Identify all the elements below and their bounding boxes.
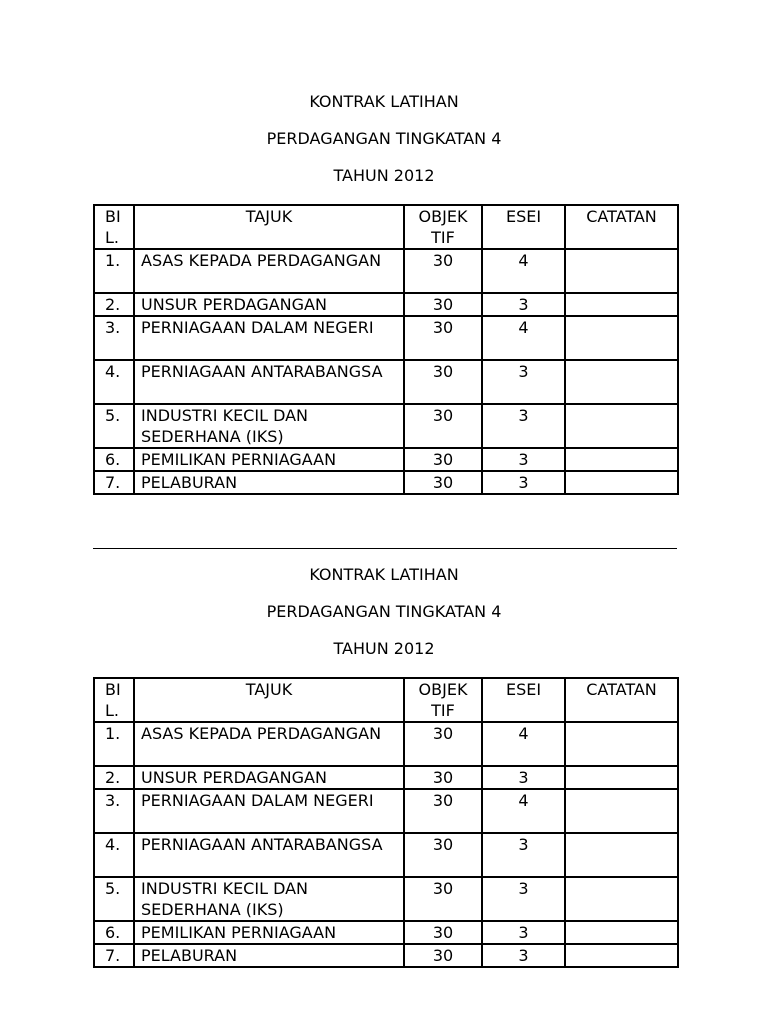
row-tajuk: PERNIAGAAN ANTARABANGSA (134, 360, 404, 404)
header-esei: ESEI (482, 678, 565, 722)
contract-form-1 (0, 91, 768, 492)
row-esei: 4 (482, 722, 565, 766)
row-bil: 5. (94, 404, 134, 448)
header-objektif: OBJEK TIF (404, 205, 482, 249)
table-row (94, 722, 678, 766)
table-row (94, 471, 678, 494)
row-objektif: 30 (404, 249, 482, 293)
row-esei: 3 (482, 471, 565, 494)
row-objektif: 30 (404, 921, 482, 944)
row-objektif: 30 (404, 293, 482, 316)
table-row (94, 921, 678, 944)
row-bil: 2. (94, 293, 134, 316)
row-esei: 3 (482, 404, 565, 448)
row-esei: 4 (482, 249, 565, 293)
row-bil: 4. (94, 833, 134, 877)
table-row (94, 293, 678, 316)
header-bil: BI L. (94, 205, 134, 249)
row-catatan (565, 471, 678, 494)
table-row (94, 448, 678, 471)
row-objektif: 30 (404, 404, 482, 448)
row-tajuk: PERNIAGAAN ANTARABANGSA (134, 833, 404, 877)
header-bil: BI L. (94, 678, 134, 722)
row-objektif: 30 (404, 833, 482, 877)
row-bil: 4. (94, 360, 134, 404)
form-year: TAHUN 2012 (333, 166, 435, 185)
table-row (94, 316, 678, 360)
row-bil: 6. (94, 448, 134, 471)
row-esei: 3 (482, 448, 565, 471)
row-tajuk: PERNIAGAAN DALAM NEGERI (134, 316, 404, 360)
row-objektif: 30 (404, 766, 482, 789)
row-esei: 3 (482, 877, 565, 921)
row-catatan (565, 404, 678, 448)
row-esei: 4 (482, 316, 565, 360)
row-objektif: 30 (404, 448, 482, 471)
form-subject: PERDAGANGAN TINGKATAN 4 (266, 602, 502, 621)
row-catatan (565, 316, 678, 360)
form-title: KONTRAK LATIHAN (309, 565, 459, 584)
header-objektif: OBJEK TIF (404, 678, 482, 722)
table-row (94, 404, 678, 448)
row-bil: 7. (94, 944, 134, 967)
table-header-row (94, 205, 678, 249)
row-esei: 3 (482, 293, 565, 316)
row-esei: 3 (482, 921, 565, 944)
row-bil: 1. (94, 722, 134, 766)
syllabus-table (93, 204, 679, 495)
row-esei: 4 (482, 789, 565, 833)
contract-form-2 (0, 564, 768, 965)
header-catatan: CATATAN (565, 205, 678, 249)
row-bil: 3. (94, 316, 134, 360)
row-tajuk: PEMILIKAN PERNIAGAAN (134, 448, 404, 471)
row-tajuk: PELABURAN (134, 944, 404, 967)
header-esei: ESEI (482, 205, 565, 249)
row-catatan (565, 360, 678, 404)
row-esei: 3 (482, 766, 565, 789)
row-bil: 3. (94, 789, 134, 833)
table-row (94, 766, 678, 789)
row-catatan (565, 766, 678, 789)
syllabus-table (93, 677, 679, 968)
row-tajuk: ASAS KEPADA PERDAGANGAN (134, 722, 404, 766)
table-row (94, 249, 678, 293)
row-tajuk: PELABURAN (134, 471, 404, 494)
row-catatan (565, 448, 678, 471)
row-tajuk: PERNIAGAAN DALAM NEGERI (134, 789, 404, 833)
row-bil: 6. (94, 921, 134, 944)
row-objektif: 30 (404, 360, 482, 404)
table-row (94, 877, 678, 921)
row-tajuk: PEMILIKAN PERNIAGAAN (134, 921, 404, 944)
row-tajuk: INDUSTRI KECIL DAN SEDERHANA (IKS) (134, 877, 404, 921)
row-objektif: 30 (404, 316, 482, 360)
row-catatan (565, 921, 678, 944)
row-tajuk: UNSUR PERDAGANGAN (134, 293, 404, 316)
row-objektif: 30 (404, 722, 482, 766)
row-catatan (565, 249, 678, 293)
row-catatan (565, 944, 678, 967)
row-tajuk: UNSUR PERDAGANGAN (134, 766, 404, 789)
row-esei: 3 (482, 944, 565, 967)
header-tajuk: TAJUK (134, 205, 404, 249)
row-objektif: 30 (404, 789, 482, 833)
row-objektif: 30 (404, 471, 482, 494)
table-row (94, 944, 678, 967)
header-tajuk: TAJUK (134, 678, 404, 722)
header-catatan: CATATAN (565, 678, 678, 722)
form-year: TAHUN 2012 (333, 639, 435, 658)
row-bil: 5. (94, 877, 134, 921)
table-header-row (94, 678, 678, 722)
row-catatan (565, 833, 678, 877)
table-row (94, 789, 678, 833)
row-tajuk: INDUSTRI KECIL DAN SEDERHANA (IKS) (134, 404, 404, 448)
table-row (94, 360, 678, 404)
table-row (94, 833, 678, 877)
row-objektif: 30 (404, 877, 482, 921)
row-bil: 7. (94, 471, 134, 494)
row-catatan (565, 293, 678, 316)
cut-line-divider (93, 548, 677, 549)
row-catatan (565, 722, 678, 766)
row-objektif: 30 (404, 944, 482, 967)
form-subject: PERDAGANGAN TINGKATAN 4 (266, 129, 502, 148)
row-catatan (565, 877, 678, 921)
row-catatan (565, 789, 678, 833)
row-esei: 3 (482, 360, 565, 404)
row-bil: 2. (94, 766, 134, 789)
row-tajuk: ASAS KEPADA PERDAGANGAN (134, 249, 404, 293)
form-title: KONTRAK LATIHAN (309, 92, 459, 111)
row-bil: 1. (94, 249, 134, 293)
row-esei: 3 (482, 833, 565, 877)
